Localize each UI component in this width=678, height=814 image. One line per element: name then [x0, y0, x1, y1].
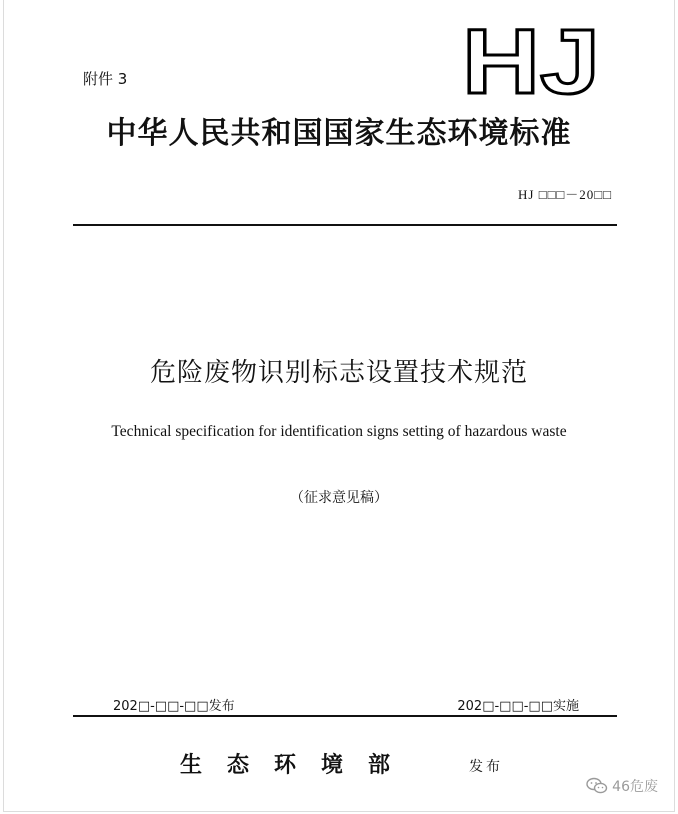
- issue-date: 202□-□□-□□发布: [113, 699, 235, 714]
- draft-label: （征求意见稿）: [290, 490, 388, 506]
- watermark: [586, 776, 658, 796]
- effective-date: 202□-□□-□□实施: [457, 699, 579, 714]
- wechat-icon: [586, 777, 608, 795]
- document-title: 危险废物识别标志设置技术规范: [149, 358, 528, 388]
- hj-logo-text: HJ: [462, 22, 600, 98]
- top-divider: [73, 224, 617, 226]
- watermark-text: 46危废: [612, 779, 658, 795]
- hj-logo: [458, 22, 604, 98]
- standard-number: HJ □□□－20□□: [518, 187, 612, 202]
- attachment-label: 附件 3: [83, 70, 128, 88]
- main-title: 中华人民共和国国家生态环境标准: [106, 116, 572, 151]
- issuer: 生态环境部: [180, 752, 416, 778]
- issuer-suffix: 发布: [469, 759, 503, 775]
- english-title: Technical specification for identification signs setting of hazardous waste: [111, 423, 567, 440]
- bottom-divider: [73, 715, 617, 717]
